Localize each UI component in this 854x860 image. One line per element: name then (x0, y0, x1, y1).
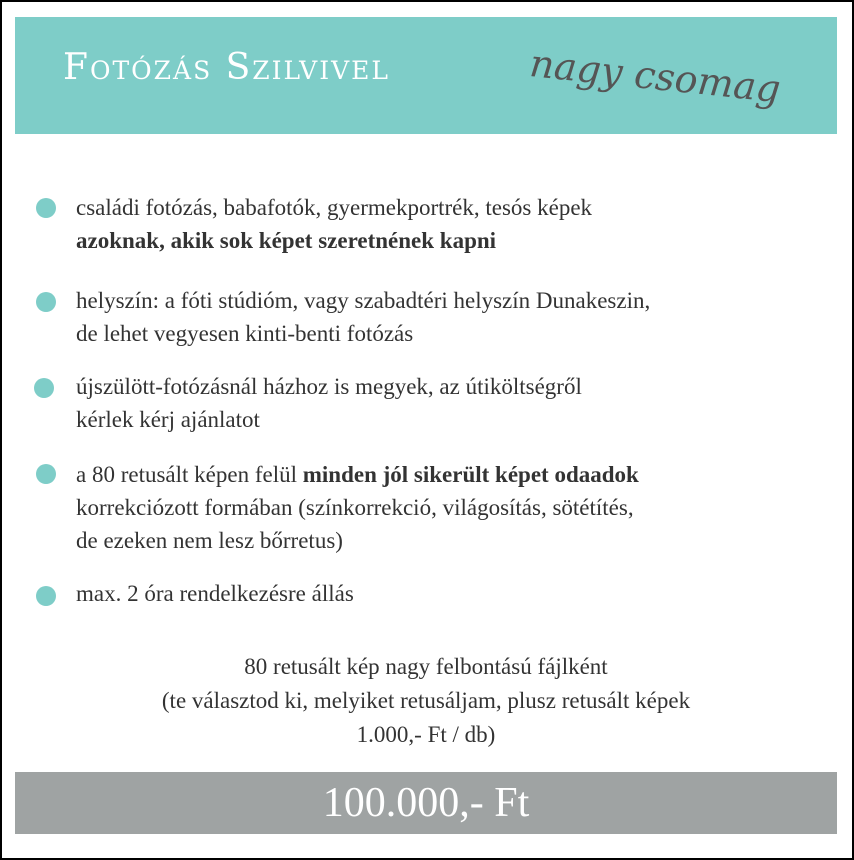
note-line: 80 retusált kép nagy felbontású fájlként (244, 654, 608, 679)
package-price: 100.000,- Ft (322, 780, 530, 826)
price-bar (15, 772, 837, 834)
bullet-dot-icon (34, 378, 54, 398)
feature-list (2, 2, 852, 622)
note-line: (te választod ki, melyiket retusáljam, plusz retusált képek (161, 688, 691, 713)
feature-text: a 80 retusált képen felül minden jól sikerült képet odaadok (76, 462, 639, 487)
feature-item (76, 458, 836, 557)
feature-text: újszülött-fotózásnál házhoz is megyek, az útiköltségről (76, 374, 582, 399)
feature-text-bold: azoknak, akik sok képet szeretnének kapni (76, 228, 497, 253)
feature-text: korrekciózott formában (színkorrekció, világosítás, sötétítés, (76, 495, 634, 520)
feature-text: de lehet vegyesen kinti-benti fotózás (76, 321, 414, 346)
feature-text: kérlek kérj ajánlatot (76, 407, 260, 432)
feature-text: helyszín: a fóti stúdióm, vagy szabadtéri helyszín Dunakeszin, (76, 288, 651, 313)
feature-item (76, 577, 836, 610)
feature-item (76, 284, 836, 350)
feature-item (76, 370, 836, 436)
feature-item (76, 191, 836, 257)
feature-text: de ezeken nem lesz bőrretus) (76, 528, 343, 553)
bullet-dot-icon (36, 198, 56, 218)
bullet-dot-icon (36, 292, 56, 312)
bullet-dot-icon (36, 586, 56, 606)
package-title: Fotózás Szilvivel (63, 47, 391, 88)
feature-text: max. 2 óra rendelkezésre állás (76, 581, 354, 606)
package-subtitle: nagy csomag (527, 41, 783, 112)
note-line: 1.000,- Ft / db) (356, 722, 496, 747)
package-note (15, 650, 837, 752)
bullet-dot-icon (36, 464, 56, 484)
feature-text: családi fotózás, babafotók, gyermekportrék, tesós képek (76, 195, 593, 220)
